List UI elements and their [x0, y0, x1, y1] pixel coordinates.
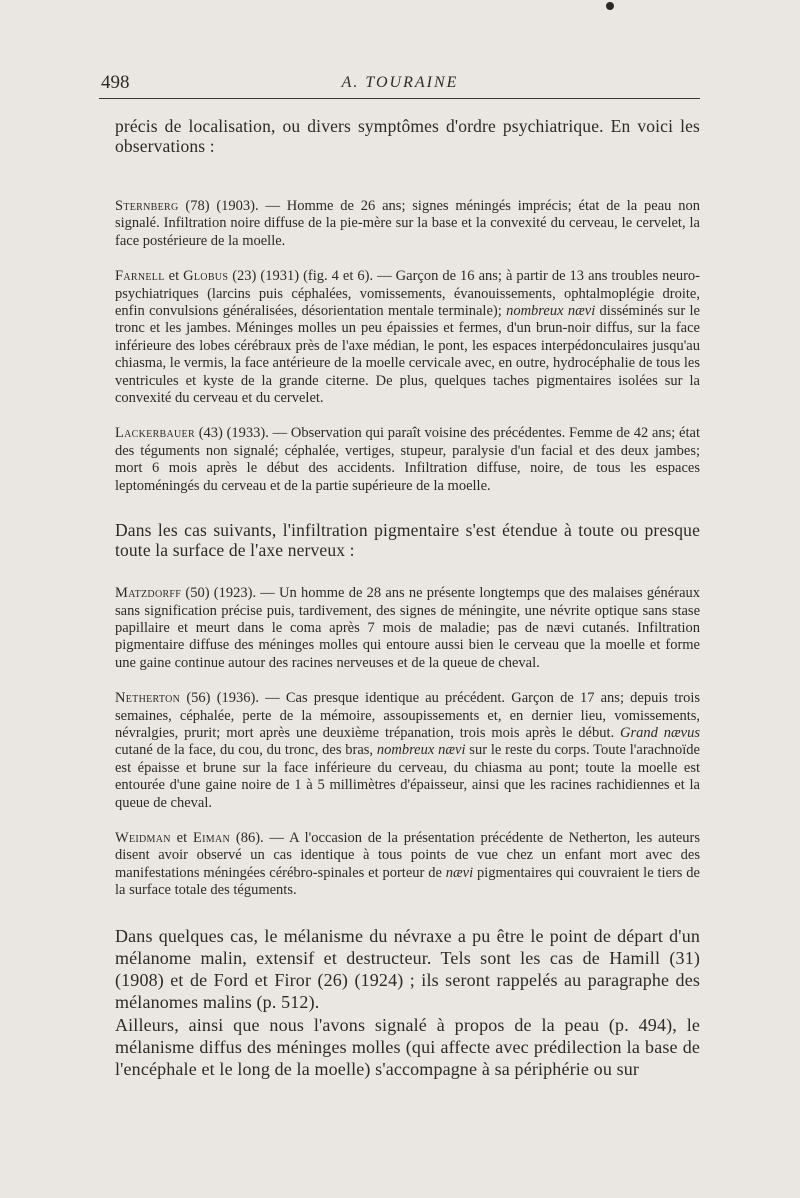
- observation-text-b: disséminés sur le tronc et les jambes. Méninges molles un peu épaissies et fermes, d'un brun-noir diffus, sur la face inférieure des lobes cérébraux près de l'axe médian, le pont, les espaces interpédonculaires jusqu'au chiasma, le vermis, la face antérieure de la moelle cervicale avec, en outre, hydrocéphalie de tous les ventricules et kyste de la grande citerne. De plus, quelques taches pigmentaires isolées sur la convexité du cerveau et du cervelet.: [115, 303, 700, 407]
- italic-term-1: Grand nævus: [619, 724, 700, 741]
- observation-text: (50) (1923). — Un homme de 28 ans ne présente longtemps que des malaises généraux sans signification précise puis, tardivement, des signes de méningite, une névrite optique sans stase papillaire et meurt dans le coma après 7 mois de maladie; pas de nævi cutanés. Infiltration pigmentaire diffuse des méninges molles qui entoure aussi bien le cerveau que la moelle et forme une gaine continue autour des racines nerveuses et de la queue de cheval.: [115, 585, 700, 671]
- observation-text: (43) (1933). — Observation qui paraît voisine des précédentes. Femme de 42 ans; état des téguments non signalé; céphalée, vertiges, stupeur, paralysie d'un facial et des deux jambes; mort 6 mois après le début des accidents. Infiltration diffuse, noire, de tous les espaces leptoméningés du cerveau et de la partie supérieure de la moelle.: [115, 425, 700, 494]
- page-number: 498: [101, 72, 130, 93]
- running-head: A. TOURAINE: [341, 74, 459, 91]
- author-name: Lackerbauer: [115, 425, 195, 442]
- observation-text: (78) (1903). — Homme de 26 ans; signes méningés imprécis; état de la peau non signalé. Infiltration noire diffuse de la pie-mère sur la base et la convexité du cerveau, le cervelet, la face postérieure de la moelle.: [115, 198, 700, 249]
- italic-term-2: nombreux nævi: [376, 742, 466, 759]
- author-name: Weidman: [115, 829, 171, 846]
- author-name-2: Globus: [183, 268, 229, 285]
- observation-lackerbauer: [115, 425, 700, 495]
- paragraph-melanisme: Dans quelques cas, le mélanisme du névraxe a pu être le point de départ d'un mélanome malin, extensif et destructeur. Tels sont les cas de Hamill (31) (1908) et de Ford et Firor (26) (1924) ; ils seront rappelés au paragraphe des mélanomes malins (p. 512).: [115, 925, 700, 1013]
- intro-paragraph: précis de localisation, ou divers symptômes d'ordre psychiatrique. En voici les observations :: [115, 116, 700, 156]
- page-body: [115, 116, 700, 1081]
- author-name: Sternberg: [115, 198, 179, 214]
- conjunction: et: [170, 829, 193, 846]
- paragraph-ailleurs: Ailleurs, ainsi que nous l'avons signalé à propos de la peau (p. 494), le mélanisme diffus des méninges molles (qui affecte avec prédilection la base de l'encéphale et le long de la moelle) s'accompagne à sa périphérie ou sur: [115, 1014, 700, 1080]
- author-name: Matzdorff: [115, 585, 182, 602]
- author-name: Farnell: [115, 268, 165, 285]
- observation-sternberg: [115, 198, 700, 250]
- observation-text-b: pigmentaires qui couvraient le tiers de la surface totale des téguments.: [115, 864, 700, 899]
- observation-text-a: (86). — A l'occasion de la présentation précédente de Netherton, les auteurs disent avoir observé un cas identique à tous points de vue chez un enfant mort avec des manifestations méningées cérébro-spinales et porteur de: [115, 829, 701, 881]
- page-header: [101, 72, 699, 98]
- observation-text-b: cutané de la face, du cou, du tronc, des bras,: [115, 742, 377, 759]
- observation-text-a: (56) (1936). — Cas presque identique au précédent. Garçon de 17 ans; depuis trois semaines, céphalée, perte de la mémoire, assoupissements et, en dernier lieu, vomissements, névralgies, prurit; mort après une deuxième trépanation, trois mois après le début.: [115, 690, 700, 741]
- section-paragraph-suivants: Dans les cas suivants, l'infiltration pigmentaire s'est étendue à toute ou presque toute la surface de l'axe nerveux :: [115, 520, 700, 561]
- header-rule: [99, 98, 700, 99]
- conjunction: et: [164, 268, 184, 285]
- observation-text-a: (23) (1931) (fig. 4 et 6). — Garçon de 16 ans; à partir de 13 ans troubles neuro-psychiatriques (larcins puis céphalées, vomissements, évanouissements, ophtalmoplégie droite, enfin convulsions généralisées, désorientation mentale terminale);: [115, 268, 700, 320]
- italic-term: nævi: [445, 864, 474, 881]
- author-name: Netherton: [115, 690, 181, 707]
- author-name-2: Eiman: [192, 829, 231, 846]
- observation-weidman-eiman: [115, 830, 700, 900]
- observation-farnell-globus: [115, 268, 700, 407]
- observation-matzdorff: [115, 585, 700, 672]
- observation-text-c: sur le reste du corps. Toute l'arachnoïde est épaisse et brune sur la face inférieure du cerveau, du chiasma au pont; toute la moelle est entourée d'une gaine noire de 1 à 5 millimètres d'épaisseur, ainsi que les racines rachidiennes et la queue de cheval.: [115, 742, 700, 811]
- observation-netherton: [115, 690, 700, 812]
- ink-dot: [606, 2, 614, 10]
- italic-term: nombreux nævi: [506, 303, 596, 320]
